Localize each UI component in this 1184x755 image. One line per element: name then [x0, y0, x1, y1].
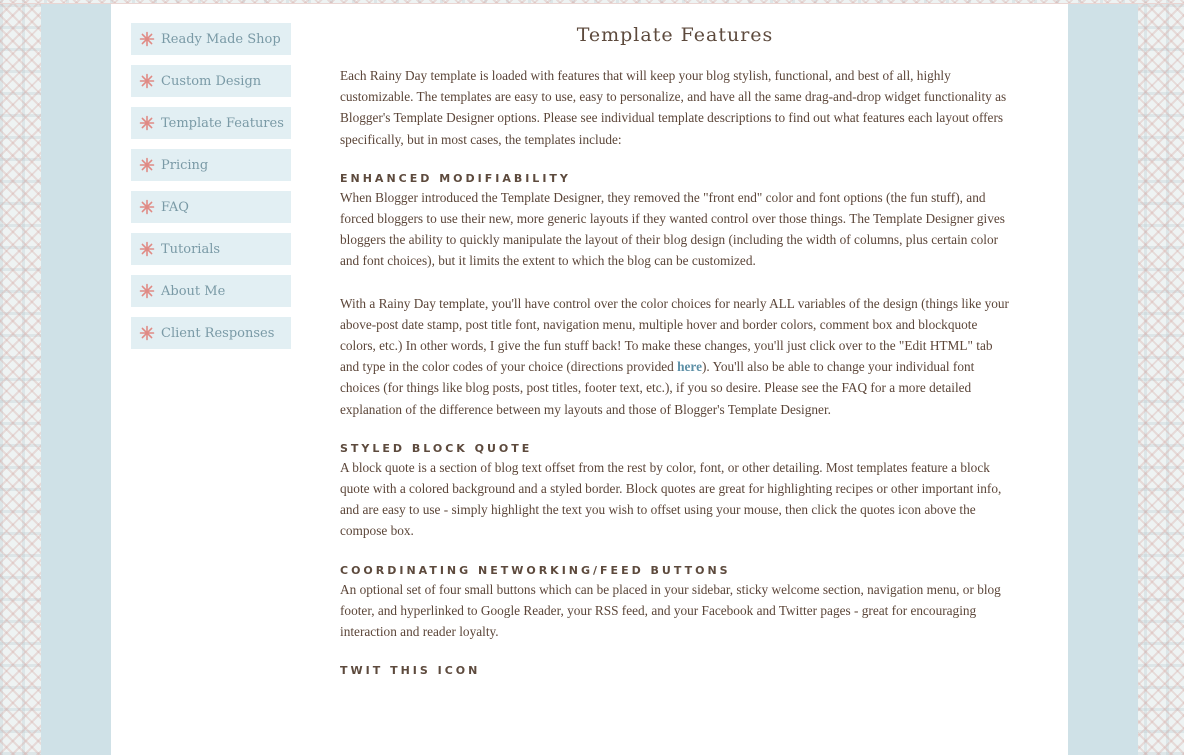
sidebar-item-template-features[interactable]: [131, 107, 291, 139]
enhanced-paragraph-2: [340, 293, 1010, 420]
asterisk-icon: [139, 157, 155, 173]
sidebar-item-label: Template Features: [161, 115, 284, 131]
sidebar-item-ready-made-shop[interactable]: [131, 23, 291, 55]
asterisk-icon: [139, 241, 155, 257]
directions-here-link[interactable]: here: [677, 359, 702, 375]
enhanced-paragraph-1: When Blogger introduced the Template Designer, they removed the "front end" color and font options (the fun stuff), and forced bloggers to use their new, more generic layouts if they wanted control over those things. The Template Designer gives bloggers the ability to quickly manipulate the layout of their blog design (including the width of columns, plus certain color and font choices), but it limits the extent to which the blog can be customized.: [340, 189, 1005, 269]
sidebar-item-tutorials[interactable]: [131, 233, 291, 265]
asterisk-icon: [139, 31, 155, 47]
page-container: [111, 4, 1068, 755]
sidebar-item-client-responses[interactable]: [131, 317, 291, 349]
sidebar-item-pricing[interactable]: [131, 149, 291, 181]
sidebar-item-label: FAQ: [161, 199, 189, 215]
networking-paragraph: An optional set of four small buttons which can be placed in your sidebar, sticky welcome section, navigation menu, or blog footer, and hyperlinked to Google Reader, your RSS feed, and your Facebook and Twitter pages - great for encouraging interaction and reader loyalty.: [340, 581, 1001, 640]
section-heading-styled-block-quote: STYLED BLOCK QUOTE: [340, 441, 533, 455]
sidebar-item-label: Pricing: [161, 157, 209, 173]
sidebar-item-label: Ready Made Shop: [161, 31, 281, 47]
intro-paragraph: Each Rainy Day template is loaded with features that will keep your blog stylish, functional, and best of all, highly customizable. The templates are easy to use, easy to personalize, and have all the same drag-and-drop widget functionality as Blogger's Template Designer options. Please see individual template descriptions to find out what features each layout offers specifically, but in most cases, the templates include:: [340, 68, 1007, 147]
sidebar-item-custom-design[interactable]: [131, 65, 291, 97]
asterisk-icon: [139, 199, 155, 215]
sidebar-item-label: About Me: [161, 283, 226, 299]
section-heading-networking-buttons: COORDINATING NETWORKING/FEED BUTTONS: [340, 563, 731, 577]
sidebar-nav: [131, 23, 291, 359]
asterisk-icon: [139, 283, 155, 299]
asterisk-icon: [139, 73, 155, 89]
enhanced-paragraph-2-end: ). You'll also be able to change your individual font choices (for things like blog posts, post titles, footer text, etc.), if you so desire. Please see the FAQ for a more detailed explanation of the difference between my layouts and those of Blogger's Template Designer.: [340, 359, 975, 417]
asterisk-icon: [139, 115, 155, 131]
blockquote-paragraph: A block quote is a section of blog text offset from the rest by color, font, or other detailing. Most templates feature a block quote with a colored background and a styled border. Block quotes are great for highlighting recipes or other important info, and are easy to use - simply highlight the text you wish to offset using your mouse, then click the quotes icon above the compose box.: [340, 459, 1002, 539]
section-heading-enhanced-modifiability: ENHANCED MODIFIABILITY: [340, 171, 571, 185]
sidebar-item-label: Client Responses: [161, 325, 275, 341]
asterisk-icon: [139, 325, 155, 341]
page-title: Template Features: [576, 24, 774, 46]
section-heading-twit-this-icon: TWIT THIS ICON: [340, 664, 481, 678]
sidebar-item-about-me[interactable]: [131, 275, 291, 307]
main-content: [340, 20, 1010, 679]
enhanced-paragraph-2-start: With a Rainy Day template, you'll have control over the color choices for nearly ALL variables of the design (things like your above-post date stamp, post title font, navigation menu, multiple hover and border colors, comment box and blockquote colors, etc.) In other words, I give the fun stuff back! To make these changes, you'll just click over to the "Edit HTML" tab and type in the color codes of your choice (directions provided: [340, 295, 1009, 375]
sidebar-item-faq[interactable]: [131, 191, 291, 223]
sidebar-item-label: Custom Design: [161, 73, 262, 89]
sidebar-item-label: Tutorials: [161, 241, 221, 257]
